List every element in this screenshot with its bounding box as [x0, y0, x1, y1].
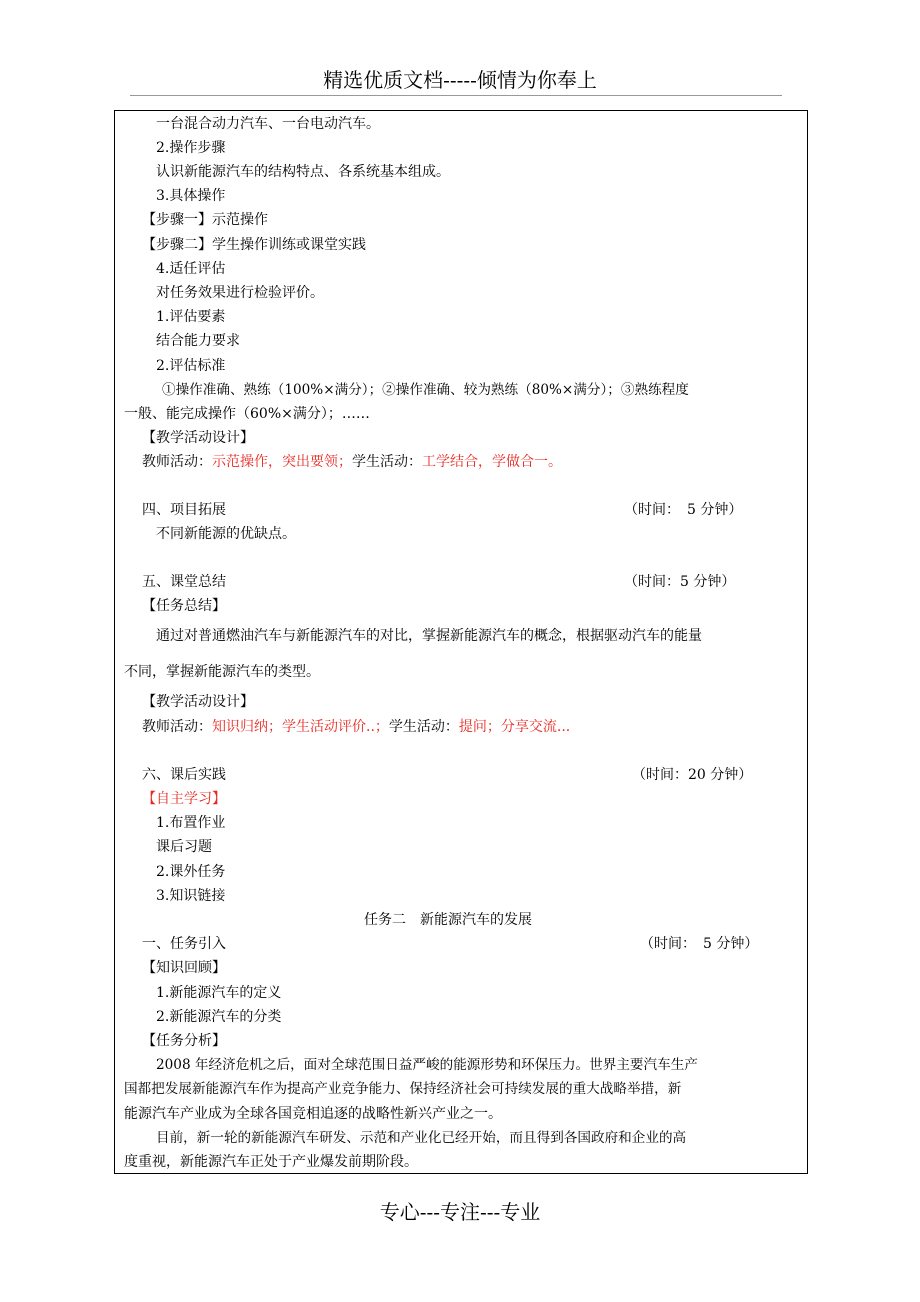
- page-footer: 专心---专注---专业: [379, 1200, 541, 1224]
- highlight: 示范操作，突出要领；: [212, 454, 352, 470]
- text-line: 【教学活动设计】: [142, 694, 254, 710]
- text-line: 目前，新一轮的新能源汽车研发、示范和产业化已经开始，而且得到各国政府和企业的高: [156, 1130, 687, 1146]
- header-divider: [130, 95, 782, 96]
- label: 教师活动：: [142, 454, 212, 470]
- text-line: 2.评估标准: [156, 358, 226, 374]
- section-time: （时间： 5 分钟）: [624, 502, 743, 518]
- section-time: （时间：5 分钟）: [624, 574, 736, 590]
- text-line: ①操作准确、熟练（100%×满分）；②操作准确、较为熟练（80%×满分）；③熟练程度: [162, 382, 689, 398]
- teacher-activity-line: [142, 717, 570, 737]
- task-title: 任务二 新能源汽车的发展: [364, 912, 532, 928]
- text-line: 能源汽车产业成为全球各国竞相追逐的战略性新兴产业之一。: [124, 1106, 502, 1122]
- text-line: 【任务总结】: [142, 598, 226, 614]
- text-line: 不同，掌握新能源汽车的类型。: [124, 664, 320, 680]
- text-line: 2.新能源汽车的分类: [156, 1009, 282, 1025]
- page-header: 精选优质文档-----倾情为你奉上: [323, 68, 597, 92]
- section-title: 一、任务引入: [142, 936, 226, 952]
- text-line: 1.新能源汽车的定义: [156, 985, 282, 1001]
- label: 学生活动：: [388, 719, 459, 735]
- text-line: 国都把发展新能源汽车作为提高产业竞争能力、保持经济社会可持续发展的重大战略举措，新: [124, 1081, 682, 1097]
- text-line: 1.布置作业: [156, 815, 226, 831]
- text-line: 【任务分析】: [142, 1033, 226, 1049]
- text-line: 2.操作步骤: [156, 140, 226, 156]
- section-title: 四、项目拓展: [142, 502, 226, 518]
- text-line: 1.评估要素: [156, 309, 226, 325]
- text-line: 2008 年经济危机之后，面对全球范围日益严峻的能源形势和环保压力。世界主要汽车生产: [156, 1057, 698, 1073]
- text-line: 【教学活动设计】: [142, 430, 254, 446]
- text-line: 不同新能源的优缺点。: [156, 526, 296, 542]
- highlight: 工学结合，学做合一。: [422, 454, 562, 470]
- text-line: 结合能力要求: [156, 333, 240, 349]
- label: 教师活动：: [142, 719, 212, 735]
- section-title: 六、课后实践: [142, 767, 226, 783]
- text-line: 2.课外任务: [156, 864, 226, 880]
- text-line: 【知识回顾】: [142, 960, 226, 976]
- text-line: 3.知识链接: [156, 888, 226, 904]
- text-line: 度重视，新能源汽车正处于产业爆发前期阶段。: [124, 1154, 418, 1170]
- section-time: （时间：20 分钟）: [632, 767, 753, 783]
- text-line: 4.适任评估: [156, 261, 226, 277]
- teacher-activity-line: [142, 452, 562, 472]
- highlight: 提问；分享交流...: [458, 719, 571, 735]
- section-title: 五、课堂总结: [142, 574, 226, 590]
- text-line: 通过对普通燃油汽车与新能源汽车的对比，掌握新能源汽车的概念，根据驱动汽车的能量: [156, 628, 702, 644]
- text-line: 对任务效果进行检验评价。: [156, 285, 324, 301]
- text-line: 课后习题: [156, 839, 212, 855]
- text-line: 一般、能完成操作（60%×满分）；……: [124, 406, 370, 422]
- label: 学生活动：: [352, 454, 422, 470]
- text-line: 【步骤一】示范操作: [142, 212, 268, 228]
- text-line: 【步骤二】学生操作训练或课堂实践: [142, 237, 366, 253]
- text-line: 认识新能源汽车的结构特点、各系统基本组成。: [156, 164, 450, 180]
- text-line: 3.具体操作: [156, 188, 226, 204]
- highlight: 知识归纳；学生活动评价..；: [212, 719, 389, 735]
- text-line: 一台混合动力汽车、一台电动汽车。: [156, 116, 380, 132]
- text-line: 【自主学习】: [142, 791, 226, 807]
- section-time: （时间： 5 分钟）: [640, 936, 759, 952]
